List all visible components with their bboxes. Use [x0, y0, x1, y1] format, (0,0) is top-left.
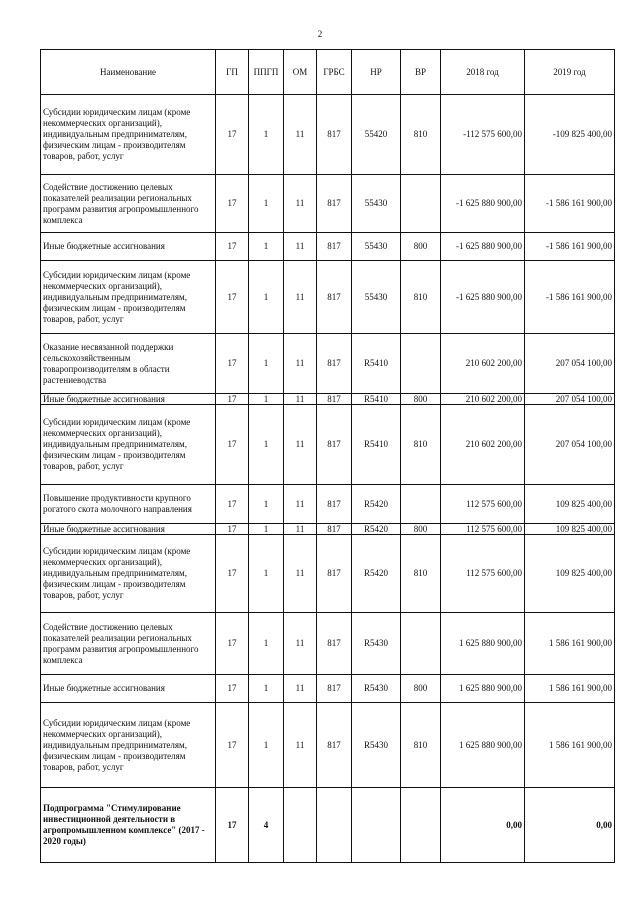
header-vr: ВР: [401, 50, 441, 95]
table-cell-nr: R5430: [352, 675, 401, 703]
table-cell-name: Субсидии юридическим лицам (кроме некоммерческих организаций), индивидуальным предпринимателям, физическим лицам - производителям товаров, работ, услуг: [41, 535, 216, 613]
table-cell-grbs: 817: [317, 394, 352, 405]
table-cell-name: Содействие достижению целевых показателей реализации региональных программ развития агропромышленного комплекса: [41, 175, 216, 233]
header-2019: 2019 год: [525, 50, 615, 95]
table-cell-2018: 0,00: [441, 788, 525, 863]
table-cell-2018: -1 625 880 900,00: [441, 175, 525, 233]
table-cell-2019: 109 825 400,00: [525, 524, 615, 535]
table-cell-name: Иные бюджетные ассигнования: [41, 394, 216, 405]
table-row: [41, 233, 615, 261]
table-cell-2019: -1 586 161 900,00: [525, 233, 615, 261]
table-cell-om: 11: [284, 261, 317, 334]
table-cell-name: Иные бюджетные ассигнования: [41, 524, 216, 535]
table-cell-om: 11: [284, 175, 317, 233]
table-cell-name: Иные бюджетные ассигнования: [41, 675, 216, 703]
table-cell-2019: 1 586 161 900,00: [525, 703, 615, 788]
table-cell-vr: [401, 788, 441, 863]
table-row: [41, 334, 615, 394]
table-cell-vr: 810: [401, 261, 441, 334]
table-cell-nr: 55430: [352, 261, 401, 334]
header-grbs: ГРБС: [317, 50, 352, 95]
table-header-row: [41, 50, 615, 95]
table-cell-om: 11: [284, 703, 317, 788]
table-cell-2018: 1 625 880 900,00: [441, 613, 525, 675]
table-cell-grbs: 817: [317, 675, 352, 703]
table-cell-ppgp: 1: [249, 613, 284, 675]
table-cell-gp: 17: [216, 233, 249, 261]
table-cell-2018: 112 575 600,00: [441, 524, 525, 535]
table-cell-gp: 17: [216, 175, 249, 233]
table-cell-ppgp: 1: [249, 485, 284, 524]
table-cell-vr: 810: [401, 535, 441, 613]
table-cell-2019: 207 054 100,00: [525, 334, 615, 394]
table-cell-om: 11: [284, 394, 317, 405]
header-name: Наименование: [41, 50, 216, 95]
table-cell-2019: 207 054 100,00: [525, 394, 615, 405]
table-cell-grbs: 817: [317, 95, 352, 175]
table-cell-2019: 207 054 100,00: [525, 405, 615, 485]
table-row: [41, 703, 615, 788]
table-cell-vr: [401, 175, 441, 233]
table-cell-nr: R5420: [352, 535, 401, 613]
table-row: [41, 613, 615, 675]
table-cell-2018: -1 625 880 900,00: [441, 233, 525, 261]
table-cell-grbs: [317, 788, 352, 863]
table-cell-om: 11: [284, 524, 317, 535]
table-cell-om: 11: [284, 535, 317, 613]
table-cell-2019: 1 586 161 900,00: [525, 675, 615, 703]
table-cell-gp: 17: [216, 703, 249, 788]
table-cell-gp: 17: [216, 334, 249, 394]
table-cell-2018: 112 575 600,00: [441, 535, 525, 613]
table-cell-grbs: 817: [317, 334, 352, 394]
table-cell-name: Повышение продуктивности крупного рогатого скота молочного направления: [41, 485, 216, 524]
table-cell-vr: [401, 613, 441, 675]
table-cell-gp: 17: [216, 613, 249, 675]
table-cell-grbs: 817: [317, 175, 352, 233]
table-row: [41, 95, 615, 175]
table-cell-name: Субсидии юридическим лицам (кроме некоммерческих организаций), индивидуальным предпринимателям, физическим лицам - производителям товаров, работ, услуг: [41, 261, 216, 334]
table-cell-nr: R5410: [352, 394, 401, 405]
header-2018: 2018 год: [441, 50, 525, 95]
table-cell-2018: 210 602 200,00: [441, 405, 525, 485]
header-nr: НР: [352, 50, 401, 95]
table-cell-ppgp: 1: [249, 261, 284, 334]
table-cell-2018: 210 602 200,00: [441, 394, 525, 405]
table-cell-2019: 109 825 400,00: [525, 535, 615, 613]
budget-table: [40, 49, 615, 863]
table-cell-nr: R5410: [352, 405, 401, 485]
table-cell-vr: 810: [401, 95, 441, 175]
table-cell-gp: 17: [216, 788, 249, 863]
table-cell-vr: 800: [401, 394, 441, 405]
table-cell-vr: [401, 485, 441, 524]
table-cell-nr: R5420: [352, 524, 401, 535]
table-cell-nr: R5410: [352, 334, 401, 394]
table-cell-gp: 17: [216, 524, 249, 535]
table-cell-ppgp: 4: [249, 788, 284, 863]
table-cell-vr: 810: [401, 405, 441, 485]
table-cell-name: Субсидии юридическим лицам (кроме некоммерческих организаций), индивидуальным предпринимателям, физическим лицам - производителям товаров, работ, услуг: [41, 405, 216, 485]
table-cell-vr: 800: [401, 524, 441, 535]
table-cell-vr: 800: [401, 233, 441, 261]
table-cell-ppgp: 1: [249, 334, 284, 394]
table-cell-om: 11: [284, 233, 317, 261]
table-cell-om: [284, 788, 317, 863]
table-cell-ppgp: 1: [249, 394, 284, 405]
table-cell-om: 11: [284, 95, 317, 175]
table-cell-om: 11: [284, 485, 317, 524]
table-row: [41, 535, 615, 613]
table-cell-grbs: 817: [317, 613, 352, 675]
table-cell-2018: 210 602 200,00: [441, 334, 525, 394]
table-cell-vr: [401, 334, 441, 394]
table-cell-gp: 17: [216, 394, 249, 405]
table-cell-vr: 810: [401, 703, 441, 788]
table-cell-ppgp: 1: [249, 703, 284, 788]
table-row: [41, 261, 615, 334]
table-cell-name: Субсидии юридическим лицам (кроме некоммерческих организаций), индивидуальным предпринимателям, физическим лицам - производителям товаров, работ, услуг: [41, 95, 216, 175]
table-cell-grbs: 817: [317, 703, 352, 788]
table-cell-grbs: 817: [317, 261, 352, 334]
table-row: [41, 675, 615, 703]
table-cell-ppgp: 1: [249, 95, 284, 175]
table-cell-2019: -1 586 161 900,00: [525, 261, 615, 334]
table-row: [41, 788, 615, 863]
header-gp: ГП: [216, 50, 249, 95]
table-cell-ppgp: 1: [249, 675, 284, 703]
header-ppgp: ППГП: [249, 50, 284, 95]
table-cell-nr: R5420: [352, 485, 401, 524]
header-om: ОМ: [284, 50, 317, 95]
page-number: 2: [317, 29, 323, 39]
table-cell-vr: 800: [401, 675, 441, 703]
table-cell-2018: -112 575 600,00: [441, 95, 525, 175]
table-cell-grbs: 817: [317, 535, 352, 613]
table-cell-2019: -1 586 161 900,00: [525, 175, 615, 233]
table-cell-grbs: 817: [317, 524, 352, 535]
table-cell-grbs: 817: [317, 485, 352, 524]
table-cell-nr: [352, 788, 401, 863]
table-cell-ppgp: 1: [249, 405, 284, 485]
table-cell-2019: 0,00: [525, 788, 615, 863]
table-cell-nr: R5430: [352, 613, 401, 675]
table-cell-2018: 1 625 880 900,00: [441, 703, 525, 788]
table-cell-om: 11: [284, 405, 317, 485]
table-cell-2019: 109 825 400,00: [525, 485, 615, 524]
table-cell-nr: 55430: [352, 233, 401, 261]
table-row: [41, 485, 615, 524]
table-cell-gp: 17: [216, 675, 249, 703]
table-row: [41, 524, 615, 535]
table-cell-nr: R5430: [352, 703, 401, 788]
table-cell-name: Подпрограмма "Стимулирование инвестиционной деятельности в агропромышленном комплексе" (2017 - 2020 годы): [41, 788, 216, 863]
table-cell-2018: 1 625 880 900,00: [441, 675, 525, 703]
table-cell-ppgp: 1: [249, 233, 284, 261]
table-cell-nr: 55420: [352, 95, 401, 175]
table-cell-om: 11: [284, 613, 317, 675]
table-cell-gp: 17: [216, 485, 249, 524]
table-cell-2019: -109 825 400,00: [525, 95, 615, 175]
table-cell-ppgp: 1: [249, 524, 284, 535]
table-cell-ppgp: 1: [249, 175, 284, 233]
table-cell-gp: 17: [216, 535, 249, 613]
table-cell-gp: 17: [216, 95, 249, 175]
table-cell-name: Содействие достижению целевых показателей реализации региональных программ развития агропромышленного комплекса: [41, 613, 216, 675]
table-cell-2018: 112 575 600,00: [441, 485, 525, 524]
table-cell-grbs: 817: [317, 405, 352, 485]
table-cell-ppgp: 1: [249, 535, 284, 613]
table-row: [41, 405, 615, 485]
table-cell-name: Оказание несвязанной поддержки сельскохозяйственным товаропроизводителям в области растениеводства: [41, 334, 216, 394]
table-cell-nr: 55430: [352, 175, 401, 233]
table-cell-grbs: 817: [317, 233, 352, 261]
table-cell-name: Субсидии юридическим лицам (кроме некоммерческих организаций), индивидуальным предпринимателям, физическим лицам - производителям товаров, работ, услуг: [41, 703, 216, 788]
table-cell-om: 11: [284, 675, 317, 703]
table-cell-2018: -1 625 880 900,00: [441, 261, 525, 334]
table-cell-name: Иные бюджетные ассигнования: [41, 233, 216, 261]
table-cell-gp: 17: [216, 405, 249, 485]
table-row: [41, 175, 615, 233]
table-cell-gp: 17: [216, 261, 249, 334]
table-row: [41, 394, 615, 405]
table-cell-om: 11: [284, 334, 317, 394]
table-cell-2019: 1 586 161 900,00: [525, 613, 615, 675]
